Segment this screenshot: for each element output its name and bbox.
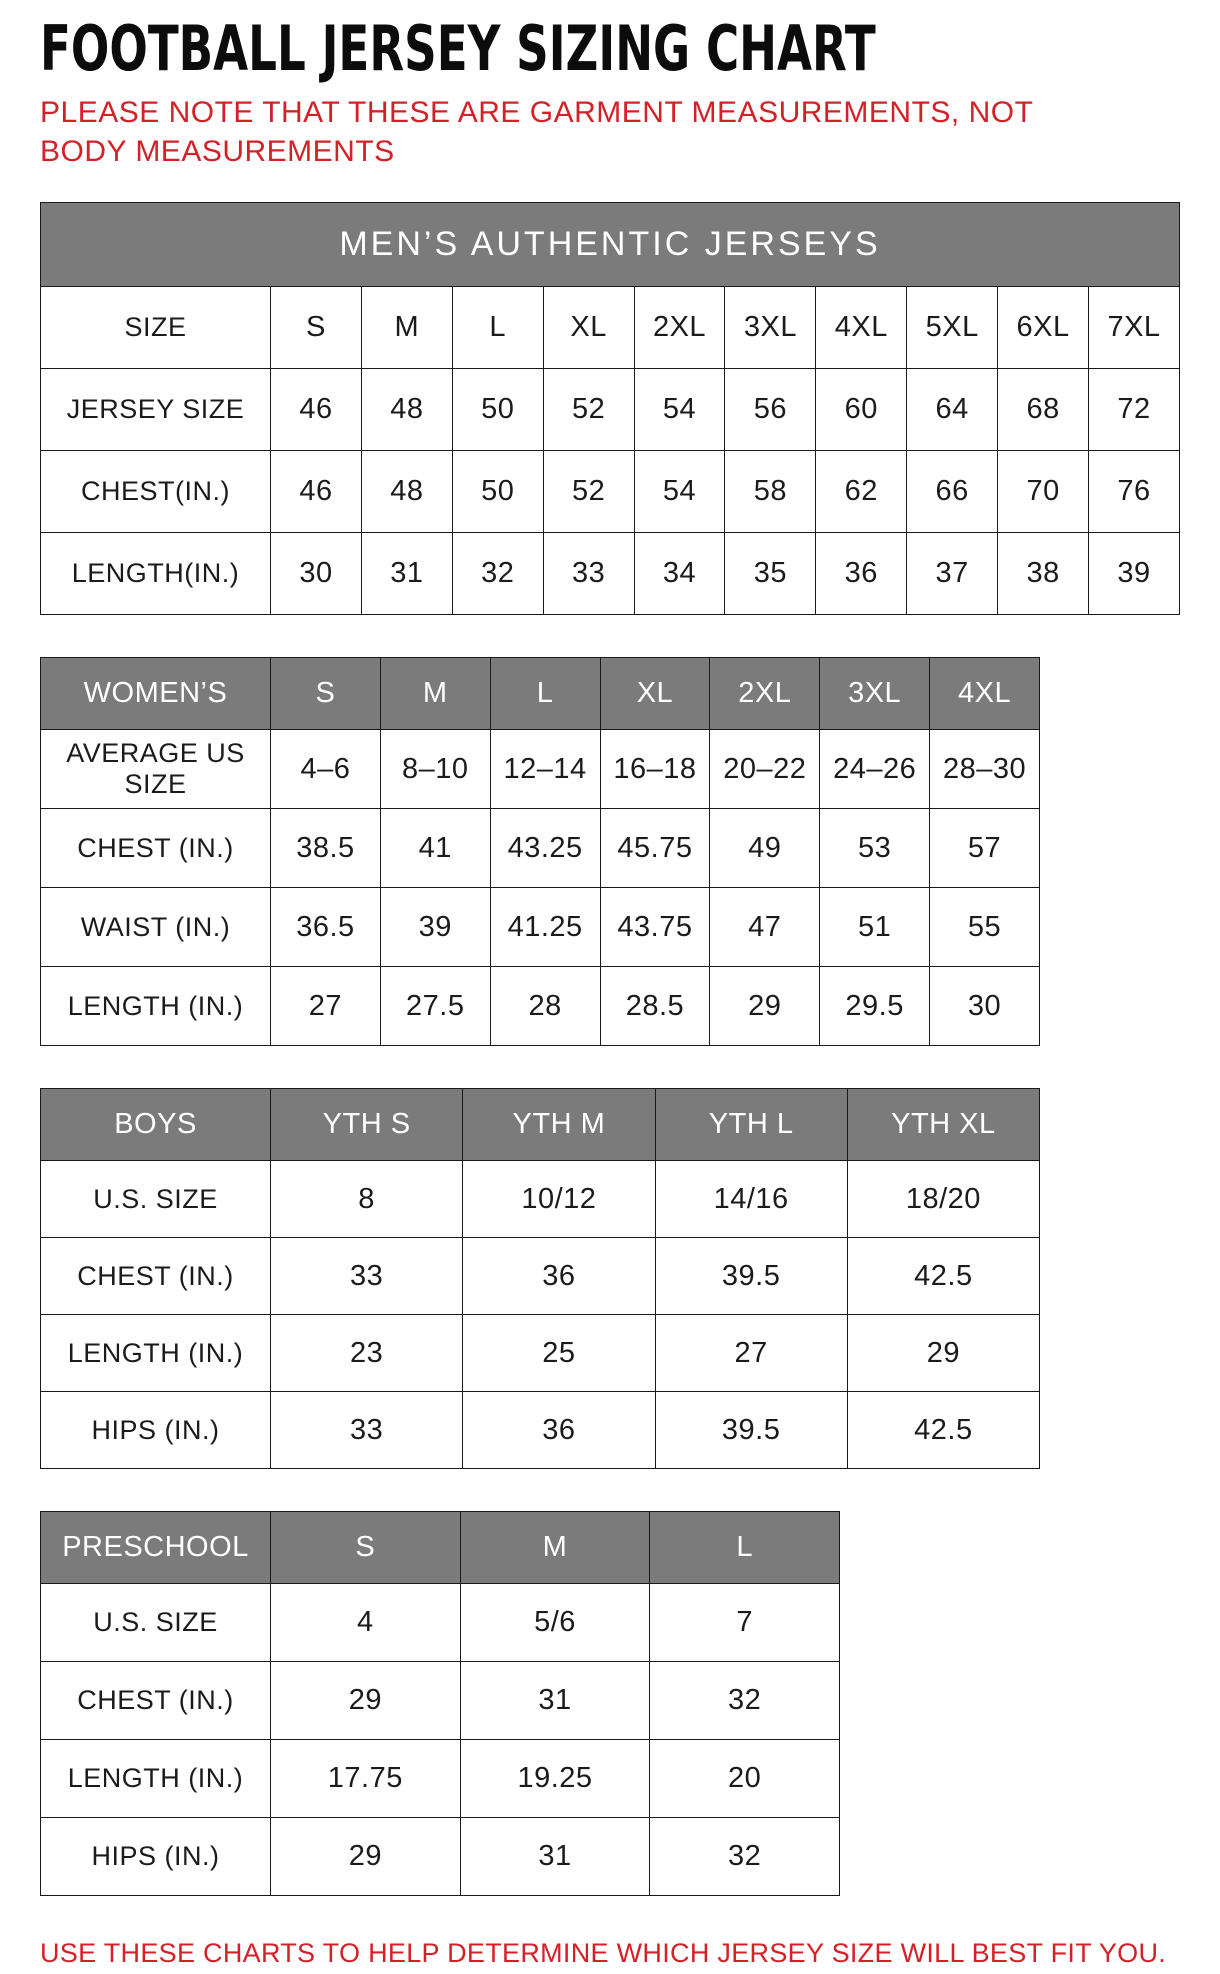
table-title: WOMEN’S [41,658,271,730]
table-cell: 8–10 [380,730,490,809]
table-cell: 14/16 [655,1161,847,1238]
table-row [41,1740,840,1818]
table-cell: 39 [1089,533,1180,615]
table-cell: 27 [271,967,381,1046]
table-cell: 25 [463,1315,655,1392]
table-cell: 38.5 [271,809,381,888]
table-cell: 70 [998,451,1089,533]
table-cell: 52 [543,451,634,533]
table-cell: 32 [650,1818,840,1896]
table-cell: M [361,287,452,369]
row-label-cell: CHEST (IN.) [41,1238,271,1315]
table-cell: 38 [998,533,1089,615]
table-cell: 54 [634,369,725,451]
table-cell: 50 [452,451,543,533]
measurement-note: PLEASE NOTE THAT THESE ARE GARMENT MEASUREMENTS, NOT BODY MEASUREMENTS [40,95,1033,169]
column-header-cell: YTH M [463,1089,655,1161]
table-cell: 39.5 [655,1238,847,1315]
table-title: PRESCHOOL [41,1512,271,1584]
column-header-cell: 4XL [930,658,1040,730]
row-label-cell: LENGTH (IN.) [41,967,271,1046]
table-cell: 53 [820,809,930,888]
table-cell: 57 [930,809,1040,888]
table-row [41,1161,1040,1238]
row-label-cell: WAIST (IN.) [41,888,271,967]
table-cell: 28 [490,967,600,1046]
table-row [41,451,1180,533]
table-cell: 7XL [1089,287,1180,369]
womens-sizing-table [40,657,1040,1046]
table-cell: 16–18 [600,730,710,809]
table-cell: 20 [650,1740,840,1818]
table-row [41,1392,1040,1469]
table-cell: 19.25 [460,1740,650,1818]
table-cell: 5XL [907,287,998,369]
row-label-cell: CHEST (IN.) [41,1662,271,1740]
table-cell: 27.5 [380,967,490,1046]
table-title: MEN’S AUTHENTIC JERSEYS [41,203,1180,287]
row-label-cell: LENGTH (IN.) [41,1315,271,1392]
row-label-cell: U.S. SIZE [41,1584,271,1662]
table-cell: 33 [543,533,634,615]
column-header-cell: S [271,1512,461,1584]
table-title: BOYS [41,1089,271,1161]
table-cell: 32 [650,1662,840,1740]
table-row [41,533,1180,615]
table-cell: 43.25 [490,809,600,888]
table-cell: 5/6 [460,1584,650,1662]
table-row [41,809,1040,888]
table-cell: 10/12 [463,1161,655,1238]
row-label-cell: CHEST(IN.) [41,451,271,533]
table-cell: 36 [816,533,907,615]
table-cell: 27 [655,1315,847,1392]
table-cell: 6XL [998,287,1089,369]
table-cell: 47 [710,888,820,967]
table-cell: 30 [930,967,1040,1046]
table-cell: 17.75 [271,1740,461,1818]
column-header-cell: L [490,658,600,730]
table-cell: 37 [907,533,998,615]
table-cell: 42.5 [847,1238,1039,1315]
table-cell: 3XL [725,287,816,369]
table-cell: 34 [634,533,725,615]
column-header-cell: M [380,658,490,730]
table-cell: 41 [380,809,490,888]
table-cell: 64 [907,369,998,451]
table-cell: 4–6 [271,730,381,809]
table-cell: 31 [361,533,452,615]
mens-sizing-table [40,202,1180,615]
table-cell: 48 [361,369,452,451]
table-cell: 68 [998,369,1089,451]
table-row [41,1584,840,1662]
table-cell: 29 [271,1662,461,1740]
table-cell: 36 [463,1392,655,1469]
column-header-cell: YTH S [271,1089,463,1161]
table-cell: 46 [271,451,362,533]
table-cell: 24–26 [820,730,930,809]
table-cell: 55 [930,888,1040,967]
table-cell: XL [543,287,634,369]
table-row [41,888,1040,967]
row-label-cell: AVERAGE US SIZE [41,730,271,809]
table-cell: 49 [710,809,820,888]
table-row [41,730,1040,809]
table-row [41,967,1040,1046]
table-row [41,287,1180,369]
table-cell: 72 [1089,369,1180,451]
table-cell: 76 [1089,451,1180,533]
table-cell: 41.25 [490,888,600,967]
row-label-cell: SIZE [41,287,271,369]
table-cell: 18/20 [847,1161,1039,1238]
column-header-cell: YTH L [655,1089,847,1161]
table-row [41,1512,840,1584]
table-cell: 4 [271,1584,461,1662]
table-row [41,369,1180,451]
table-cell: 28–30 [930,730,1040,809]
table-cell: 31 [460,1818,650,1896]
table-cell: 12–14 [490,730,600,809]
table-cell: 51 [820,888,930,967]
table-cell: 28.5 [600,967,710,1046]
row-label-cell: HIPS (IN.) [41,1818,271,1896]
row-label-cell: LENGTH(IN.) [41,533,271,615]
table-cell: 66 [907,451,998,533]
row-label-cell: U.S. SIZE [41,1161,271,1238]
table-row [41,658,1040,730]
row-label-cell: CHEST (IN.) [41,809,271,888]
row-label-cell: HIPS (IN.) [41,1392,271,1469]
table-cell: 32 [452,533,543,615]
table-cell: 30 [271,533,362,615]
column-header-cell: YTH XL [847,1089,1039,1161]
table-cell: 29 [710,967,820,1046]
table-cell: 4XL [816,287,907,369]
table-cell: 36 [463,1238,655,1315]
table-cell: 42.5 [847,1392,1039,1469]
table-cell: 56 [725,369,816,451]
table-cell: 2XL [634,287,725,369]
table-cell: 43.75 [600,888,710,967]
table-cell: 62 [816,451,907,533]
table-cell: 35 [725,533,816,615]
column-header-cell: 2XL [710,658,820,730]
table-cell: 33 [271,1392,463,1469]
column-header-cell: M [460,1512,650,1584]
table-cell: 31 [460,1662,650,1740]
table-cell: 50 [452,369,543,451]
table-cell: 54 [634,451,725,533]
column-header-cell: 3XL [820,658,930,730]
table-cell: 48 [361,451,452,533]
table-cell: 20–22 [710,730,820,809]
row-label-cell: JERSEY SIZE [41,369,271,451]
table-row [41,1089,1040,1161]
table-row [41,1238,1040,1315]
table-cell: 29 [847,1315,1039,1392]
table-cell: 33 [271,1238,463,1315]
table-cell: 8 [271,1161,463,1238]
table-cell: S [271,287,362,369]
table-cell: L [452,287,543,369]
table-cell: 39 [380,888,490,967]
column-header-cell: L [650,1512,840,1584]
table-cell: 45.75 [600,809,710,888]
table-cell: 29 [271,1818,461,1896]
preschool-sizing-table [40,1511,840,1896]
table-cell: 58 [725,451,816,533]
table-cell: 39.5 [655,1392,847,1469]
table-row [41,1818,840,1896]
table-cell: 23 [271,1315,463,1392]
row-label-cell: LENGTH (IN.) [41,1740,271,1818]
table-cell: 29.5 [820,967,930,1046]
table-cell: 52 [543,369,634,451]
table-row [41,1662,840,1740]
table-row [41,203,1180,287]
table-cell: 60 [816,369,907,451]
column-header-cell: S [271,658,381,730]
footer-note: USE THESE CHARTS TO HELP DETERMINE WHICH JERSEY SIZE WILL BEST FIT YOU. [40,1938,1167,1969]
column-header-cell: XL [600,658,710,730]
boys-sizing-table [40,1088,1040,1469]
table-row [41,1315,1040,1392]
table-cell: 7 [650,1584,840,1662]
page-title: FOOTBALL JERSEY SIZING CHART [40,11,876,86]
table-cell: 36.5 [271,888,381,967]
table-cell: 46 [271,369,362,451]
